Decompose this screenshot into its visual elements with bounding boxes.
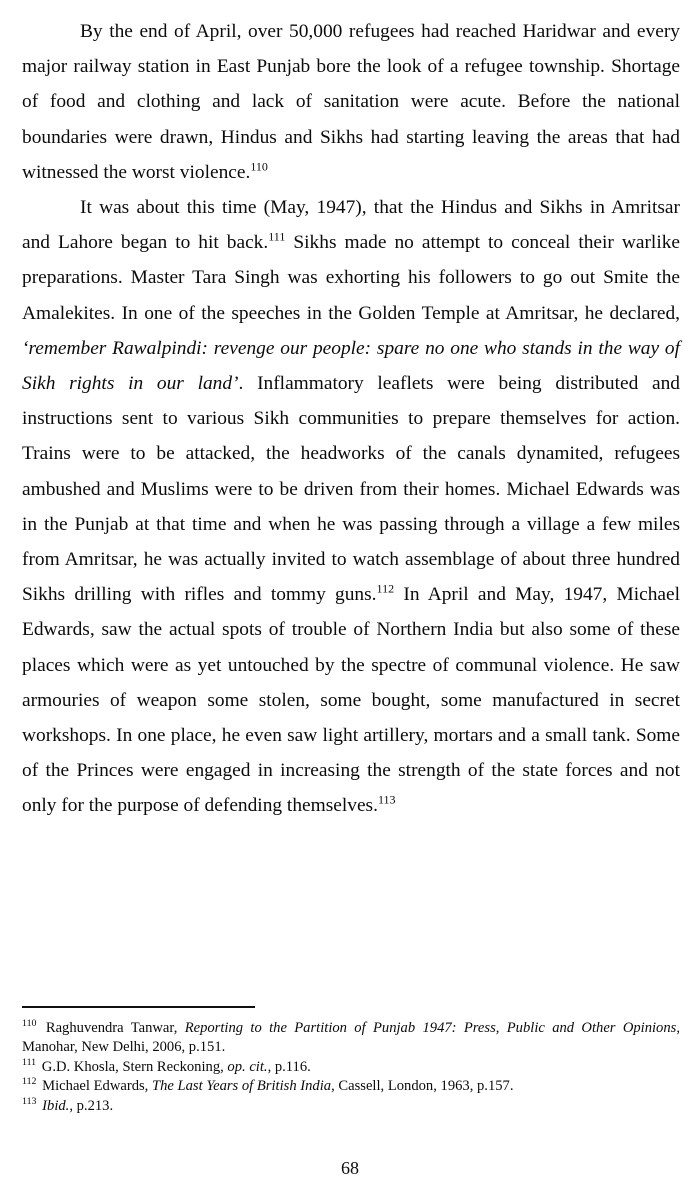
italic-run: Ibid. [42,1097,70,1114]
footnote-number: 110 [22,1018,37,1030]
footnote-marker: 110 [250,159,268,174]
text-run: , Manohar, New Delhi, 2006, p.151. [22,1020,680,1056]
footnote-separator-rule [22,1006,255,1008]
footnote-marker: 113 [377,793,396,807]
page-number: 68 [341,1158,359,1178]
text-run: It was about this time (May, 1947), that the Hindus and Sikhs in Amritsar and Lahore began to hit back. [22,197,680,254]
italic-run: ‘remember Rawalpindi: revenge our people: spare no one who stands in the way of Sikh rights in our land’ [22,337,680,395]
footnote-marker: 111 [268,229,286,244]
text-run: G.D. Khosla, Stern Reckoning, [38,1058,228,1075]
footnote-number: 111 [22,1056,37,1068]
text-run: By the end of April, over 50,000 refugees had reached Haridwar and every major railway station in East Punjab bore the look of a refugee township. Shortage of food and clothing and lack of sanitation were acute. Before the national boundaries were drawn, Hindus and Sikhs had starting leaving the areas that had witnessed the worst violence. [22,21,680,183]
footnote-110 [22,1019,680,1058]
text-run: In April and May, 1947, Michael Edwards, saw the actual spots of trouble of Northern India but also some of these places which were as yet untouched by the spectre of communal violence. He saw armouries of weapon some stolen, some bought, some manufactured in secret workshops. In one place, he even saw light artillery, mortars and a small tank. Some of the Princes were engaged in increasing the strength of the state forces and not only for the purpose of defending themselves. [22,584,680,817]
footnote-113 [22,1097,680,1116]
text-run: , p.213. [69,1097,114,1114]
footnote-number: 113 [22,1095,37,1107]
footnote-area [22,1006,680,1116]
text-run: , Cassell, London, 1963, p.157. [331,1078,514,1095]
footnote-111 [22,1058,680,1077]
paragraph-1 [22,14,680,190]
body-text-area [22,14,680,824]
footnote-marker: 112 [376,581,395,596]
text-run: Sikhs made no attempt to conceal their warlike preparations. Master Tara Singh was exhorting his followers to go out Smite the Amalekites. In one of the speeches in the Golden Temple at Amritsar, he declared, [22,232,681,324]
italic-run: Reporting to the Partition of Punjab 1947: Press, Public and Other Opinions [184,1020,677,1036]
text-run: Raghuvendra Tanwar, [38,1020,185,1036]
italic-run: The Last Years of British India [151,1078,332,1095]
text-run: , p.116. [267,1058,311,1075]
text-run: Michael Edwards, [38,1078,152,1095]
paragraph-2 [22,190,680,824]
italic-run: op. cit. [227,1058,268,1075]
footnote-112 [22,1077,680,1096]
text-run: . Inflammatory leaflets were being distributed and instructions sent to various Sikh communities to prepare themselves for action. Trains were to be attacked, the headworks of the canals dynamited, refugees ambushed and Muslims were to be driven from their homes. Michael Edwards was in the Punjab at that time and when he was passing through a village a few miles from Amritsar, he was actually invited to watch assemblage of about three hundred Sikhs drilling with rifles and tommy guns. [22,373,680,606]
footnote-number: 112 [22,1076,37,1088]
